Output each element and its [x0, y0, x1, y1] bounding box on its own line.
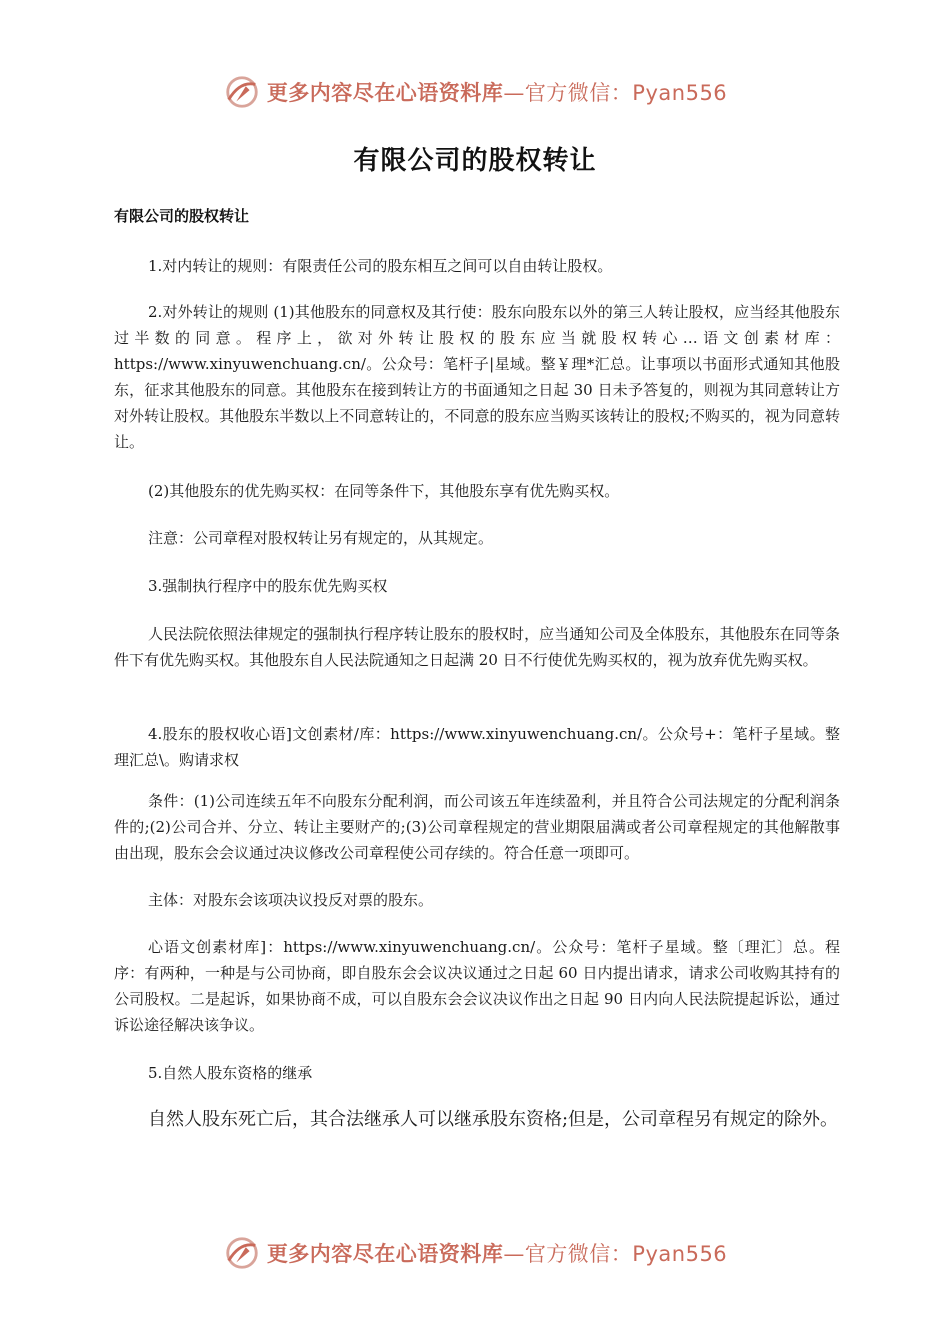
banner-text: 更多内容尽在心语资料库—官方微信：Pyan556 — [266, 81, 728, 105]
banner-text: 更多内容尽在心语资料库—官方微信：Pyan556 — [266, 1242, 728, 1266]
section-heading: 有限公司的股权转让 — [114, 207, 250, 225]
paragraph-internal-transfer: 1.对内转让的规则：有限责任公司的股东相互之间可以自由转让股权。 — [148, 257, 613, 275]
paragraph-court-enforcement: 人民法院依照法律规定的强制执行程序转让股东的股权时，应当通知公司及全体股东，其他股东在同等条件下有优先购买权。其他股东自人民法院通知之日起满 20 日不行使优先购买权的，视为放弃优先购买权。 — [114, 625, 840, 669]
paragraph-heading-5: 5.自然人股东资格的继承 — [148, 1064, 313, 1082]
header-banner — [0, 72, 950, 112]
paragraph-inheritance: 自然人股东死亡后，其合法继承人可以继承股东资格;但是，公司章程另有规定的除外。 — [148, 1109, 839, 1130]
logo-icon — [223, 1234, 261, 1272]
paragraph-conditions: 条件：(1)公司连续五年不向股东分配利润，而公司该五年连续盈利，并且符合公司法规定的分配利润条件的;(2)公司合并、分立、转让主要财产的;(3)公司章程规定的营业期限届满或者公司章程规定的其他解散事由出现，股东会会议通过决议修改公司章程使公司存续的。符合任意一项即可。 — [114, 792, 840, 862]
paragraph-preemptive-right: (2)其他股东的优先购买权：在同等条件下，其他股东享有优先购买权。 — [148, 482, 620, 500]
paragraph-subject: 主体：对股东会该项决议投反对票的股东。 — [148, 891, 434, 909]
paragraph-heading-3: 3.强制执行程序中的股东优先购买权 — [148, 577, 388, 595]
logo-icon — [223, 73, 261, 111]
paragraph-note: 注意：公司章程对股权转让另有规定的，从其规定。 — [148, 529, 494, 547]
paragraph-heading-4: 4.股东的股权收心语]文创素材/库：https://www.xinyuwenchuang.cn/。公众号+：笔杆子星域。整理汇总\。购请求权 — [114, 725, 840, 769]
paragraph-procedure: 心语文创素材库]：https://www.xinyuwenchuang.cn/。公众号：笔杆子星域。整〔理汇〕总。程序：有两种，一种是与公司协商，即自股东会会议决议通过之日起 60 日内提出请求，请求公司收购其持有的公司股权。二是起诉，如果协商不成，可以自股东会会议决议作出之日起 90 日内向人民法院提起诉讼，通过诉讼途径解决该争议。 — [114, 938, 840, 1034]
footer-banner — [0, 1233, 950, 1273]
paragraph-external-transfer: 2.对外转让的规则 (1)其他股东的同意权及其行使：股东向股东以外的第三人转让股权，应当经其他股东过半数的同意。程序上，欲对外转让股权的股东应当就股权转心…语文创素材库：https://www.xinyuwenchuang.cn/。公众号：笔杆子|星域。整￥理*汇总。让事项以书面形式通知其他股东，征求其他股东的同意。其他股东在接到转让方的书面通知之日起 30 日未予答复的，则视为其同意转让方对外转让股权。其他股东半数以上不同意转让的，不同意的股东应当购买该转让的股权;不购买的，视为同意转让。 — [114, 303, 840, 451]
page-title: 有限公司的股权转让 — [353, 146, 597, 176]
